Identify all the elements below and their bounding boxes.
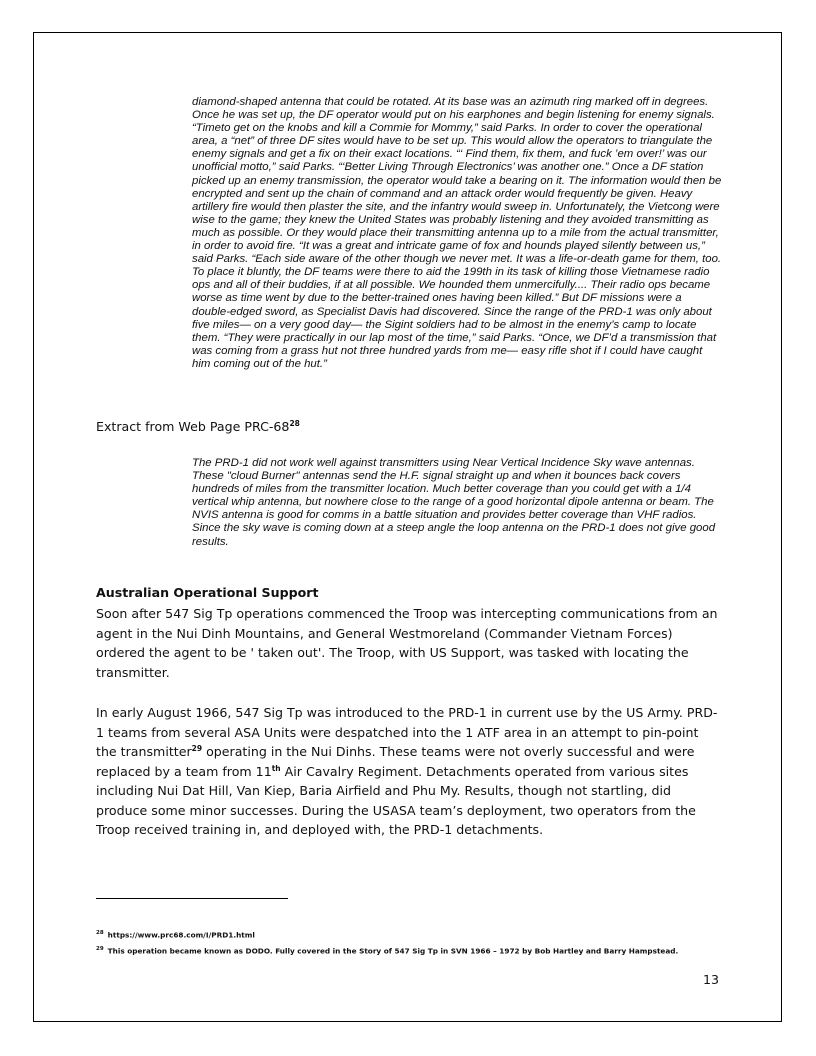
footnote-number: 28 bbox=[96, 930, 104, 936]
extract-title-text: Extract from Web Page PRC-68 bbox=[96, 419, 290, 434]
ordinal-suffix: th bbox=[271, 763, 281, 773]
paragraph-2-part-b: operating in the Nui Dinhs. These teams were not overly successful and were replaced by a team from 11 bbox=[96, 744, 695, 779]
block-quote-prc68: The PRD-1 did not work well against transmitters using Near Vertical Incidence Sky wave antennas. These "cloud Burner" antennas send the H.F. signal straight up and when it bounces back covers hundreds of miles from the transmitter location. Much better coverage than you could get with a 1/4 vertical whip antenna, but nowhere close to the range of a good horizontal dipole antenna or beam. The NVIS antenna is good for comms in a battle situation and provides better coverage than VHF radios. Since the sky wave is coming down at a steep angle the loop antenna on the PRD-1 does not give good results. bbox=[192, 457, 716, 548]
extract-title bbox=[96, 419, 300, 434]
paragraph-2-part-a: In early August 1966, 547 Sig Tp was introduced to the PRD-1 in current use by the US Army. PRD-1 teams from several ASA Units were despatched into the 1 ATF area in an attempt to pin-point the transmitter bbox=[96, 705, 718, 759]
paragraph-2 bbox=[96, 703, 721, 840]
block-quote-parks: diamond-shaped antenna that could be rotated. At its base was an azimuth ring marked off in degrees. Once he was set up, the DF operator would put on his earphones and begin listening for enemy signals. “Timeto get on the knobs and kill a Commie for Mommy,” said Parks. In order to cover the operational area, a “net” of three DF sites would have to be set up. This would allow the operators to triangulate the enemy signals and get a fix on their exact locations. “‘ Find them, fix them, and fuck ’em over!’ was our unofficial motto,” said Parks. “‘Better Living Through Electronics’ was another one.” Once a DF station picked up an enemy transmission, the operator would take a bearing on it. The information would then be encrypted and sent up the chain of command and an attack order would frequently be given. Heavy artillery fire would then plaster the site, and the infantry would sweep in. Unfortunately, the Vietcong were wise to the game; they knew the United States was probably listening and they avoided transmitting as much as possible. Or they would place their transmitting antenna up to a mile from the actual transmitter, in order to avoid fire. “It was a great and intricate game of fox and hounds played silently between us,” said Parks. “Each side aware of the other though we never met. It was a life-or-death game for them, too. To place it bluntly, the DF teams were there to aid the 199th in its task of killing those Vietnamese radio ops and all of their buddies, if at all possible. We hounded them unmercifully.... Their radio ops became worse as time went by due to the better-trained ones having been killed.” But DF missions were a double-edged sword, as Specialist Davis had discovered. Since the range of the PRD-1 was only about five miles— on a very good day— the Sigint soldiers had to be almost in the enemy’s camp to locate them. “They were practically in our lap most of the time,” said Parks. “Once, we DF’d a transmission that was coming from a grass hut not three hundred yards from me— easy rifle shot if I could have caught him coming out of the hut.” bbox=[192, 96, 722, 370]
footnote-text: This operation became known as DODO. Fully covered in the Story of 547 Sig Tp in SVN 1966 – 1972 by Bob Hartley and Barry Hampstead. bbox=[107, 946, 679, 956]
paragraph-1: Soon after 547 Sig Tp operations commenced the Troop was intercepting communications from an agent in the Nui Dinh Mountains, and General Westmoreland (Commander Vietnam Forces) ordered the agent to be ' taken out'. The Troop, with US Support, was tasked with locating the transmitter. bbox=[96, 606, 718, 680]
section-heading: Australian Operational Support bbox=[96, 585, 319, 600]
footnote-ref-29[interactable]: 29 bbox=[191, 743, 203, 753]
footnote-number: 29 bbox=[96, 946, 104, 952]
footnote-separator bbox=[96, 898, 288, 899]
footnote-ref-28[interactable]: 28 bbox=[289, 418, 300, 428]
footnote-link[interactable]: https://www.prc68.com/I/PRD1.html bbox=[107, 930, 255, 940]
page-number: 13 bbox=[703, 972, 720, 987]
footnote-28 bbox=[96, 930, 255, 939]
footnote-29 bbox=[96, 946, 678, 955]
paragraph-2-part-c: Air Cavalry Regiment. Detachments operated from various sites including Nui Dat Hill, Van Kiep, Baria Airfield and Phu My. Results, though not startling, did produce some minor successes. During the USASA team’s deployment, two operators from the Troop received training in, and deployed with, the PRD-1 detachments. bbox=[96, 763, 696, 837]
